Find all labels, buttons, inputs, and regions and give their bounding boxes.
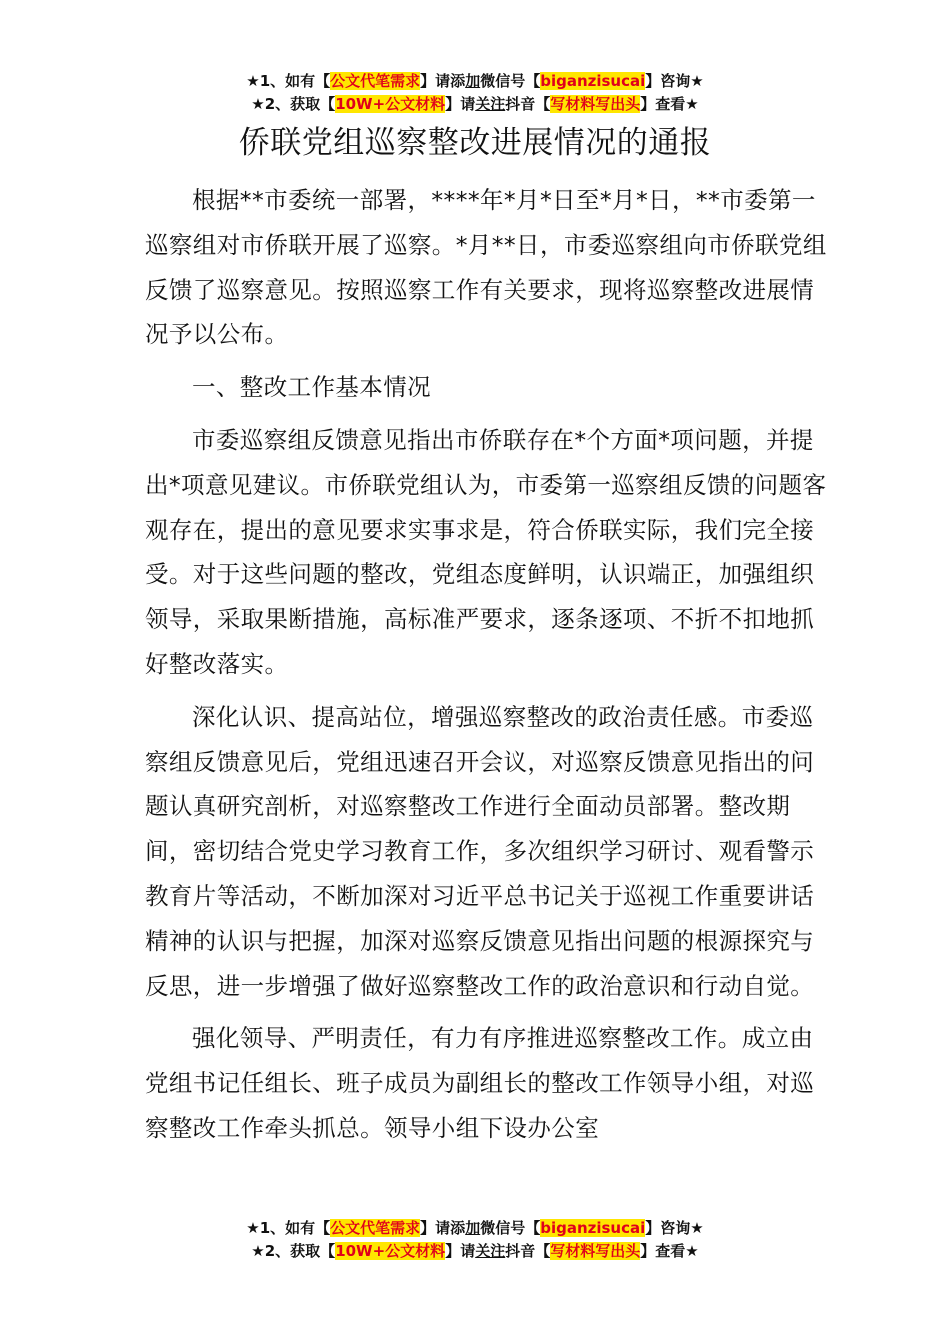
footer-banner — [0, 1217, 950, 1263]
banner-underline: 加 — [465, 1219, 481, 1237]
banner-text: 微信号【 — [480, 72, 541, 90]
banner-text: 】查看★ — [640, 95, 699, 113]
banner-text: 】查看★ — [640, 1242, 699, 1260]
banner-line-2 — [0, 1240, 950, 1263]
paragraph: 深化认识、提高站位，增强巡察整改的政治责任感。市委巡察组反馈意见后，党组迅速召开会议，对巡察反馈意见指出的问题认真研究剖析，对巡察整改工作进行全面动员部署。整改期间，密切结合党史学习教育工作，多次组织学习研讨、观看警示教育片等活动，不断加深对习近平总书记关于巡视工作重要讲话精神的认识与把握，加深对巡察反馈意见指出问题的根源探究与反思，进一步增强了做好巡察整改工作的政治意识和行动自觉。 — [145, 702, 815, 1000]
banner-text: ★1、如有【 — [246, 72, 331, 90]
banner-text: ★2、获取【 — [251, 1242, 336, 1260]
banner-highlight: 10W+公文材料 — [335, 95, 446, 113]
banner-highlight: 写材料写出头 — [550, 1242, 641, 1260]
banner-line-1 — [0, 1217, 950, 1240]
banner-highlight: 10W+公文材料 — [335, 1242, 446, 1260]
banner-text: 微信号【 — [480, 1219, 541, 1237]
section-heading: 一、整改工作基本情况 — [192, 373, 431, 402]
paragraph: 市委巡察组反馈意见指出市侨联存在*个方面*项问题，并提出*项意见建议。市侨联党组认为，市委第一巡察组反馈的问题客观存在，提出的意见要求实事求是，符合侨联实际，我们完全接受。对于这些问题的整改，党组态度鲜明，认识端正，加强组织领导，采取果断措施，高标准严要求，逐条逐项、不折不扣地抓好整改落实。 — [145, 425, 827, 678]
banner-text: 】请添 — [420, 1219, 466, 1237]
banner-underline: 关注 — [475, 95, 506, 113]
banner-highlight: biganzisucai — [540, 72, 646, 90]
document-title: 侨联党组巡察整改进展情况的通报 — [238, 125, 712, 161]
banner-text: 】咨询★ — [645, 72, 704, 90]
banner-text: ★2、获取【 — [251, 95, 336, 113]
banner-underline: 加 — [465, 72, 481, 90]
banner-highlight: 公文代笔需求 — [330, 72, 421, 90]
banner-text: 】咨询★ — [645, 1219, 704, 1237]
banner-line-1 — [0, 70, 950, 93]
document-body — [145, 178, 835, 1159]
banner-text: ★1、如有【 — [246, 1219, 331, 1237]
banner-text: 抖音【 — [505, 95, 551, 113]
banner-text: 抖音【 — [505, 1242, 551, 1260]
paragraph: 强化领导、严明责任，有力有序推进巡察整改工作。成立由党组书记任组长、班子成员为副组长的整改工作领导小组，对巡察整改工作牵头抓总。领导小组下设办公室 — [145, 1024, 815, 1142]
banner-text: 】请添 — [420, 72, 466, 90]
paragraph: 根据**市委统一部署，****年*月*日至*月*日，**市委第一巡察组对市侨联开展了巡察。*月**日，市委巡察组向市侨联党组反馈了巡察意见。按照巡察工作有关要求，现将巡察整改进展情况予以公布。 — [145, 186, 827, 349]
banner-highlight: biganzisucai — [540, 1219, 646, 1237]
banner-highlight: 公文代笔需求 — [330, 1219, 421, 1237]
banner-underline: 关注 — [475, 1242, 506, 1260]
banner-line-2 — [0, 93, 950, 116]
header-banner — [0, 70, 950, 116]
banner-text: 】请 — [445, 95, 476, 113]
banner-text: 】请 — [445, 1242, 476, 1260]
banner-highlight: 写材料写出头 — [550, 95, 641, 113]
